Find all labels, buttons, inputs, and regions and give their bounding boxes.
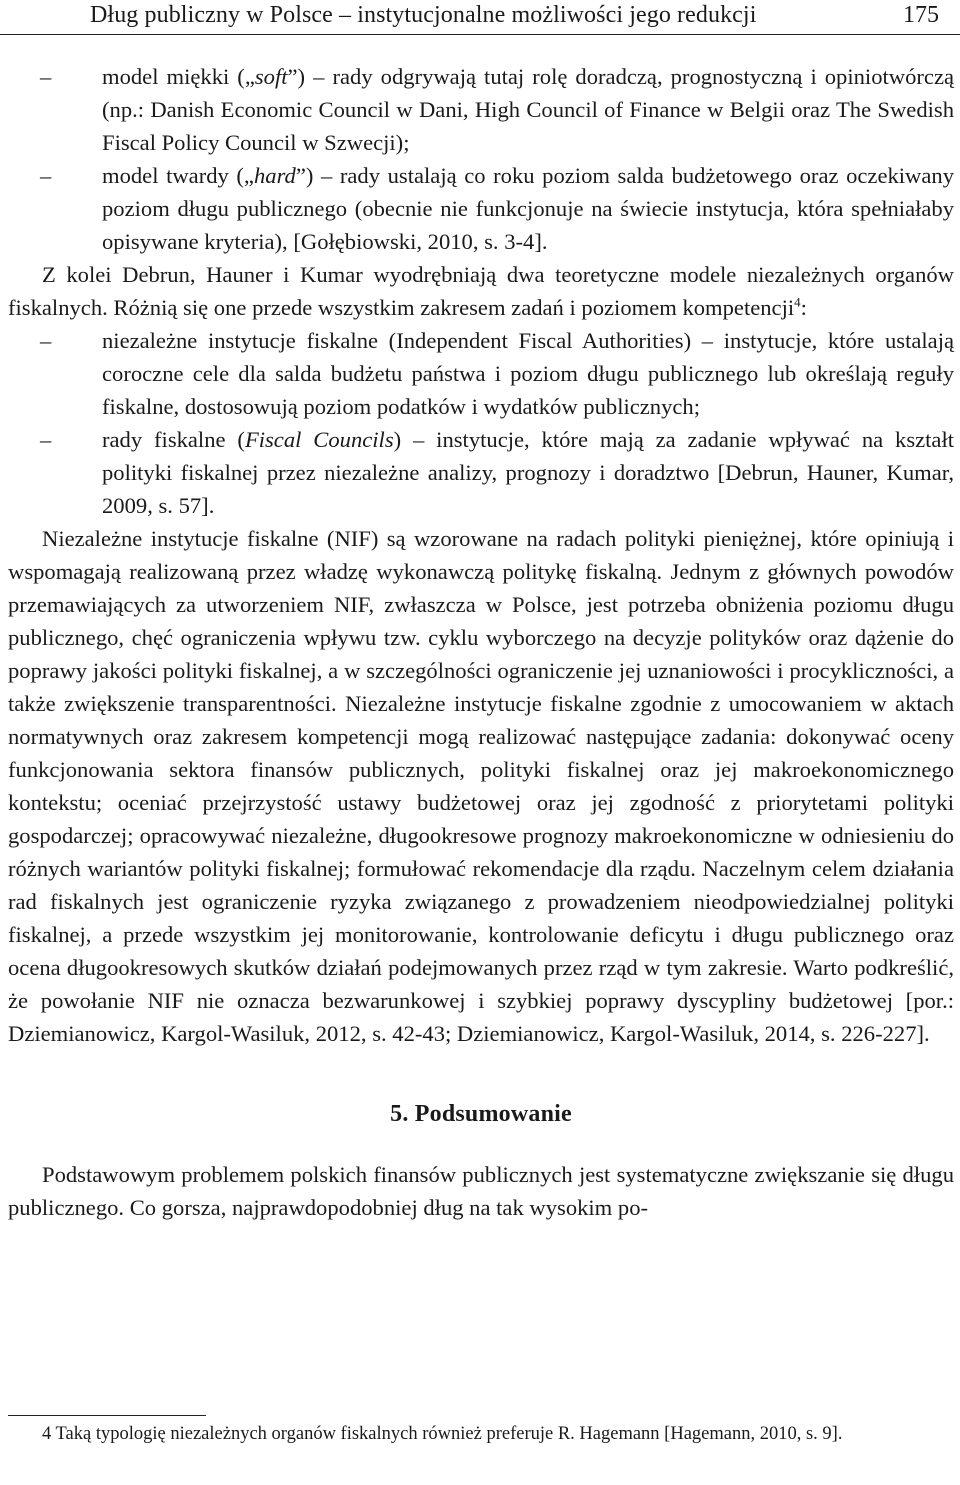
list-item-text: ”) – rady ustalają co roku poziom salda budżetowego oraz oczekiwany poziom długu publicznego (obecnie nie funkcjonuje na świecie instytucja, która spełniałaby opisywane kryteria), [Gołębiowski, 2010, s. 3-4]. bbox=[102, 163, 954, 254]
list-item-text: rady fiskalne ( bbox=[102, 427, 245, 452]
page-body bbox=[8, 60, 954, 1224]
paragraph-debrun bbox=[8, 258, 954, 324]
italic-term: hard bbox=[253, 163, 296, 188]
dash-bullet: – bbox=[40, 328, 52, 353]
dash-bullet: – bbox=[40, 427, 52, 452]
italic-term: soft bbox=[254, 64, 288, 89]
list-item-soft-model bbox=[8, 60, 954, 159]
header-rule bbox=[0, 34, 960, 35]
footnote-rule bbox=[8, 1415, 206, 1416]
italic-term: Fiscal Councils bbox=[244, 427, 394, 452]
list-item-fiscal-councils bbox=[8, 423, 954, 522]
running-title: Dług publiczny w Polsce – instytucjonalne możliwości jego redukcji bbox=[90, 2, 757, 28]
footnote-number: 4 bbox=[42, 1424, 52, 1444]
paragraph-nif: Niezależne instytucje fiskalne (NIF) są wzorowane na radach polityki pieniężnej, które opiniują i wspomagają realizowaną przez władzę wykonawczą politykę fiskalną. Jednym z głównych powodów przemawiających za utworzeniem NIF, zwłaszcza w Polsce, jest potrzeba obniżenia poziomu długu publicznego, chęć ograniczenia wpływu tzw. cyklu wyborczego na decyzje polityków oraz dążenie do poprawy jakości polityki fiskalnej, a w szczególności ograniczenie jej uznaniowości i procykliczności, a także zwiększenie transparentności. Niezależne instytucje fiskalne zgodnie z umocowaniem w aktach normatywnych oraz zakresem kompetencji mogą realizować następujące zadania: dokonywać oceny funkcjonowania sektora finansów publicznych, polityki fiskalnej oraz jej makroekonomicznego kontekstu; oceniać przejrzystość ustawy budżetowej oraz jej zgodność z priorytetami polityki gospodarczej; opracowywać niezależne, długookresowe prognozy makroekonomiczne w odniesieniu do różnych wariantów polityki fiskalnej; formułować rekomendacje dla rządu. Naczelnym celem działania rad fiskalnych jest ograniczenie ryzyka związanego z prowadzeniem nieodpowiedzialnej polityki fiskalnej, a przede wszystkim jej monitorowanie, kontrolowanie deficytu i długu publicznego oraz ocena długookresowych skutków działań podejmowanych przez rząd w tym zakresie. Warto podkreślić, że powołanie NIF nie oznacza bezwarunkowej i szybkiej poprawy dyscypliny budżetowej [por.: Dziemianowicz, Kargol-Wasiluk, 2012, s. 42-43; Dziemianowicz, Kargol-Wasiluk, 2014, s. 226-227]. bbox=[8, 526, 954, 1046]
page-header bbox=[0, 0, 960, 36]
fiscal-bodies-list bbox=[8, 324, 954, 522]
list-item-ifa bbox=[8, 324, 954, 423]
list-item-text: ”) – rady odgrywają tutaj rolę doradczą, prognostyczną i opiniotwórczą (np.: Danish Economic Council w Dani, High Council of Finance w Belgii oraz The Swedish Fiscal Policy Council w Szwecji); bbox=[102, 64, 954, 155]
paragraph-suffix: : bbox=[800, 295, 807, 320]
footnote-reference: 4 bbox=[794, 294, 801, 310]
list-item-text: ) – instytucje, które mają za zadanie wpływać na kształt polityki fiskalnej przez niezależne analizy, prognozy i doradztwo [Debrun, Hauner, Kumar, 2009, s. 57]. bbox=[102, 427, 954, 518]
model-list bbox=[8, 60, 954, 258]
list-item-hard-model bbox=[8, 159, 954, 258]
list-item-text: niezależne instytucje fiskalne (Independent Fiscal Authorities) – instytucje, które ustalają coroczne cele dla salda budżetu państwa i poziom długu publicznego lub określają reguły fiskalne, dostosowują poziom podatków i wydatków publicznych; bbox=[102, 328, 954, 419]
paragraph-text: Z kolei Debrun, Hauner i Kumar wyodrębniają dwa teoretyczne modele niezależnych organów fiskalnych. Różnią się one przede wszystkim zakresem zadań i poziomem kompetencji bbox=[8, 262, 954, 320]
dash-bullet: – bbox=[40, 64, 52, 89]
section-heading: 5. Podsumowanie bbox=[390, 1101, 572, 1127]
dash-bullet: – bbox=[40, 163, 52, 188]
page-number: 175 bbox=[903, 2, 939, 28]
list-item-text: model twardy („ bbox=[102, 163, 254, 188]
list-item-text: model miękki („ bbox=[102, 64, 255, 89]
paragraph-summary: Podstawowym problemem polskich finansów publicznych jest systematyczne zwiększanie się długu publicznego. Co gorsza, najprawdopodobniej dług na tak wysokim po- bbox=[8, 1162, 954, 1220]
footnote bbox=[8, 1421, 954, 1447]
footnote-text: Taką typologię niezależnych organów fiskalnych również preferuje R. Hagemann [Hagemann, 2010, s. 9]. bbox=[55, 1424, 843, 1444]
